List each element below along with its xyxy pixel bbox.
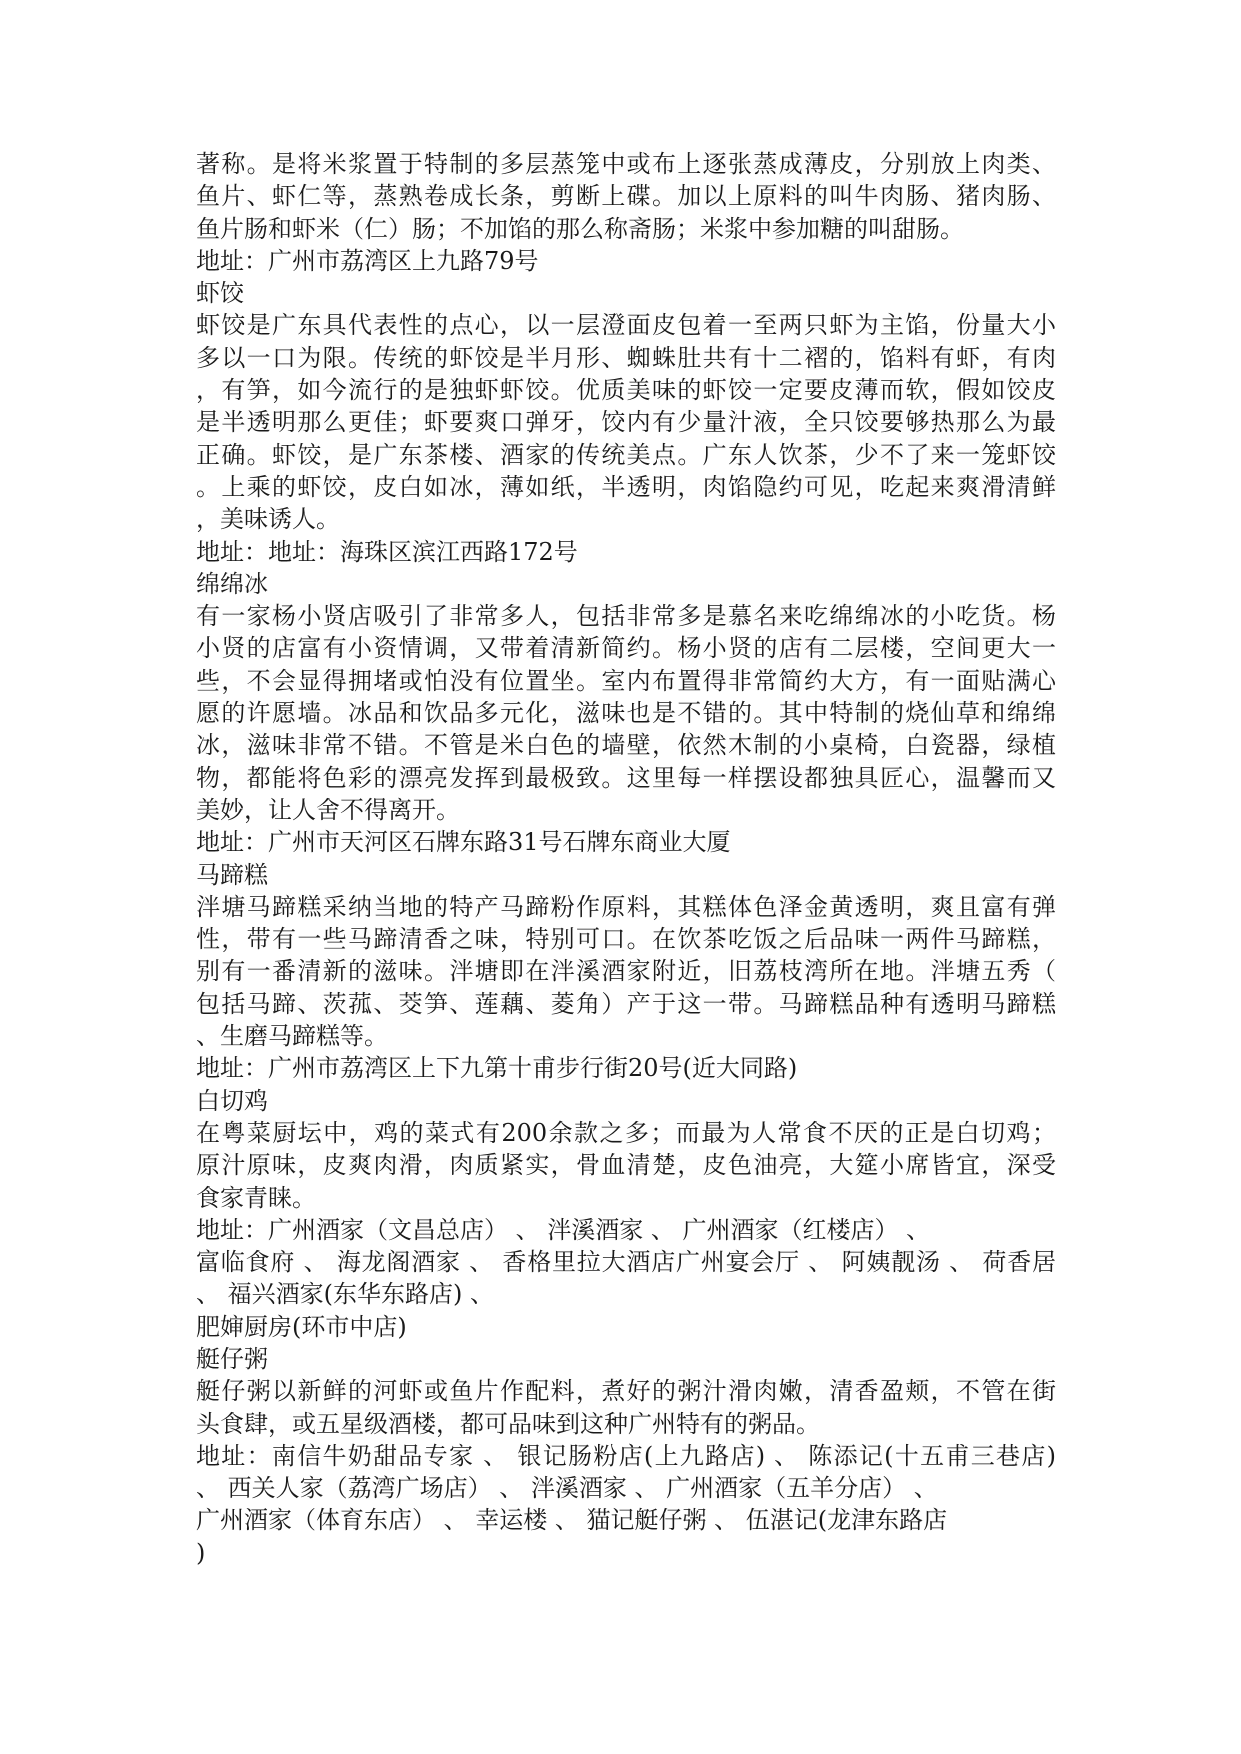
document-page bbox=[196, 148, 1056, 1569]
text-line: 富临食府 、 海龙阁酒家 、 香格里拉大酒店广州宴会厅 、 阿姨靓汤 、 荷香居 bbox=[196, 1248, 1056, 1277]
text-line: 性，带有一些马蹄清香之味，特别可口。在饮茶吃饭之后品味一两件马蹄糕， bbox=[196, 925, 1056, 954]
text-line: ，有笋，如今流行的是独虾虾饺。优质美味的虾饺一定要皮薄而软，假如饺皮 bbox=[196, 376, 1056, 405]
text-line: 广州酒家（体育东店） 、 幸运楼 、 猫记艇仔粥 、 伍湛记(龙津东路店 bbox=[196, 1506, 948, 1535]
text-line: 冰，滋味非常不错。不管是米白色的墙壁，依然木制的小桌椅，白瓷器，绿植 bbox=[196, 731, 1056, 760]
text-line: 别有一番清新的滋味。泮塘即在泮溪酒家附近，旧荔枝湾所在地。泮塘五秀（ bbox=[196, 957, 1056, 986]
text-line: 鱼片肠和虾米（仁）肠；不加馅的那么称斋肠；米浆中参加糖的叫甜肠。 bbox=[196, 214, 964, 243]
text-line: 美妙，让人舍不得离开。 bbox=[196, 795, 460, 824]
text-line: ，美味诱人。 bbox=[196, 505, 340, 534]
text-line: 、 福兴酒家(东华东路店) 、 bbox=[196, 1280, 494, 1309]
text-line: 原汁原味，皮爽肉滑，肉质紧实，骨血清楚，皮色油亮，大筵小席皆宜，深受 bbox=[196, 1151, 1056, 1180]
text-line: 泮塘马蹄糕采纳当地的特产马蹄粉作原料，其糕体色泽金黄透明，爽且富有弹 bbox=[196, 892, 1056, 921]
text-line: 。上乘的虾饺，皮白如冰，薄如纸，半透明，肉馅隐约可见，吃起来爽滑清鲜 bbox=[196, 472, 1056, 501]
text-line: 艇仔粥 bbox=[196, 1344, 268, 1373]
text-line: 物，都能将色彩的漂亮发挥到最极致。这里每一样摆设都独具匠心，温馨而又 bbox=[196, 763, 1056, 792]
text-line: 是半透明那么更佳；虾要爽口弹牙，饺内有少量汁液，全只饺要够热那么为最 bbox=[196, 408, 1056, 437]
text-line: 包括马蹄、茨菰、茭笋、莲藕、菱角）产于这一带。马蹄糕品种有透明马蹄糕 bbox=[196, 989, 1056, 1018]
text-line: 、 西关人家（荔湾广场店） 、 泮溪酒家 、 广州酒家（五羊分店） 、 bbox=[196, 1474, 938, 1503]
text-line: 有一家杨小贤店吸引了非常多人，包括非常多是慕名来吃绵绵冰的小吃货。杨 bbox=[196, 602, 1056, 631]
text-line: 地址：地址：海珠区滨江西路172号 bbox=[196, 537, 578, 566]
text-line: 马蹄糕 bbox=[196, 860, 268, 889]
text-line: 虾饺 bbox=[196, 279, 244, 308]
text-line: 小贤的店富有小资情调，又带着清新简约。杨小贤的店有二层楼，空间更大一 bbox=[196, 634, 1056, 663]
text-line: 多以一口为限。传统的虾饺是半月形、蜘蛛肚共有十二褶的，馅料有虾，有肉 bbox=[196, 343, 1056, 372]
text-line: 愿的许愿墙。冰品和饮品多元化，滋味也是不错的。其中特制的烧仙草和绵绵 bbox=[196, 699, 1056, 728]
text-line: 食家青睐。 bbox=[196, 1183, 316, 1212]
text-line: 虾饺是广东具代表性的点心，以一层澄面皮包着一至两只虾为主馅，份量大小 bbox=[196, 311, 1056, 340]
text-line: 肥婶厨房(环市中店) bbox=[196, 1312, 407, 1341]
text-line: 地址：广州市天河区石牌东路31号石牌东商业大厦 bbox=[196, 828, 731, 857]
text-line: 地址：广州市荔湾区上下九第十甫步行街20号(近大同路) bbox=[196, 1054, 798, 1083]
text-line: 地址：广州市荔湾区上九路79号 bbox=[196, 246, 539, 275]
text-line: 正确。虾饺，是广东茶楼、酒家的传统美点。广东人饮茶，少不了来一笼虾饺 bbox=[196, 440, 1056, 469]
text-line: 地址：广州酒家（文昌总店） 、 泮溪酒家 、 广州酒家（红楼店） 、 bbox=[196, 1215, 931, 1244]
text-line: 头食肆，或五星级酒楼，都可品味到这种广州特有的粥品。 bbox=[196, 1409, 820, 1438]
text-line: 绵绵冰 bbox=[196, 569, 268, 598]
text-line: 鱼片、虾仁等，蒸熟卷成长条，剪断上碟。加以上原料的叫牛肉肠、猪肉肠、 bbox=[196, 182, 1056, 211]
text-line: ) bbox=[196, 1538, 206, 1567]
text-line: 白切鸡 bbox=[196, 1086, 268, 1115]
text-line: 地址：南信牛奶甜品专家 、 银记肠粉店(上九路店) 、 陈添记(十五甫三巷店) bbox=[196, 1441, 1056, 1470]
text-line: 、生磨马蹄糕等。 bbox=[196, 1022, 388, 1051]
text-line: 在粤菜厨坛中，鸡的菜式有200余款之多；而最为人常食不厌的正是白切鸡； bbox=[196, 1118, 1056, 1147]
text-line: 艇仔粥以新鲜的河虾或鱼片作配料，煮好的粥汁滑肉嫩，清香盈颊，不管在街 bbox=[196, 1377, 1056, 1406]
text-line: 些，不会显得拥堵或怕没有位置坐。室内布置得非常简约大方，有一面贴满心 bbox=[196, 666, 1056, 695]
text-line: 著称。是将米浆置于特制的多层蒸笼中或布上逐张蒸成薄皮，分别放上肉类、 bbox=[196, 150, 1056, 178]
